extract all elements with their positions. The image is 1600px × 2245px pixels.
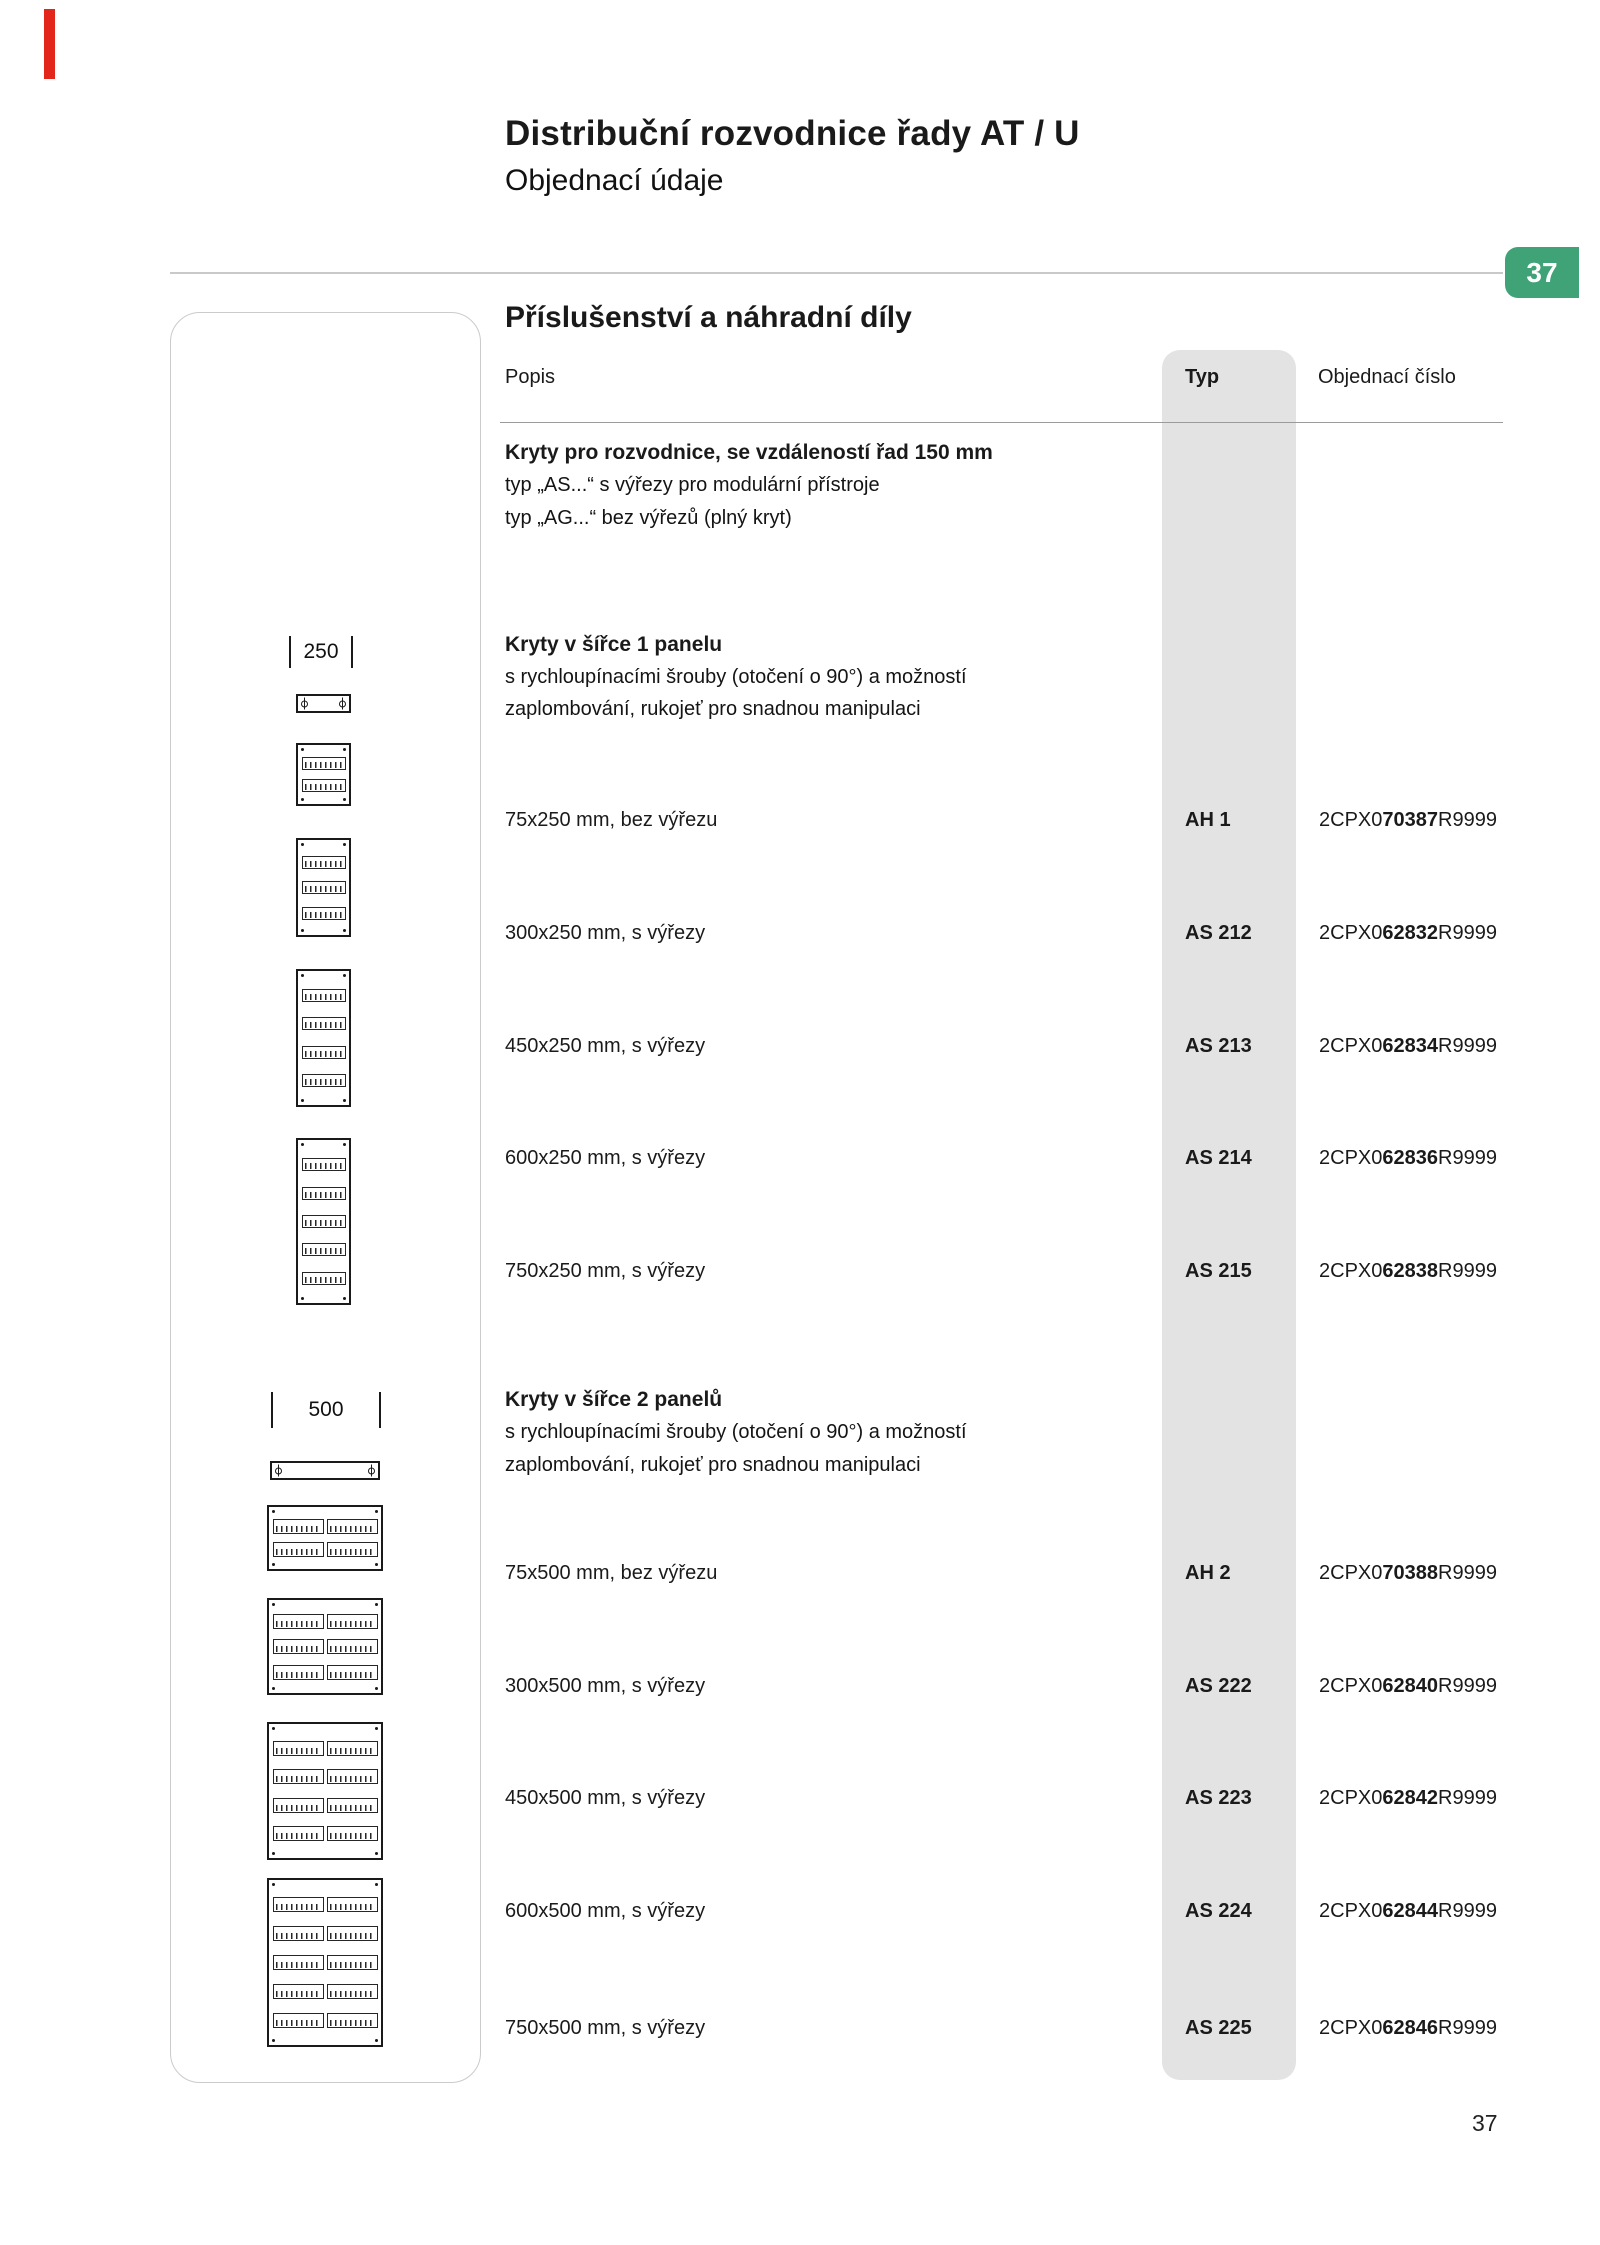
red-print-mark bbox=[44, 9, 55, 79]
group-subline: s rychloupínacími šrouby (otočení o 90°) a možností bbox=[505, 1421, 967, 1443]
din-slot bbox=[302, 856, 346, 869]
screw-icon bbox=[301, 1099, 304, 1102]
din-slot-row bbox=[269, 1897, 381, 1912]
row-order-number bbox=[1319, 1786, 1497, 1810]
din-slot bbox=[273, 2013, 324, 2028]
screw-icon bbox=[343, 1143, 346, 1146]
row-popis: 75x500 mm, bez výřezu bbox=[505, 1562, 718, 1584]
din-slot bbox=[327, 1614, 378, 1629]
row-order-number bbox=[1319, 1034, 1497, 1058]
din-slot-row bbox=[298, 1272, 349, 1285]
row-popis: 600x250 mm, s výřezy bbox=[505, 1147, 706, 1169]
order-core: 62832 bbox=[1382, 922, 1438, 944]
order-core: 62846 bbox=[1382, 2017, 1438, 2039]
din-slot bbox=[302, 1187, 346, 1200]
screw-icon bbox=[368, 1467, 375, 1474]
din-slot bbox=[302, 1074, 346, 1087]
screw-icon bbox=[375, 1510, 378, 1513]
din-slot bbox=[327, 1741, 378, 1756]
row-typ: AS 214 bbox=[1185, 1147, 1252, 1169]
screw-icon bbox=[272, 1852, 275, 1855]
din-slot bbox=[327, 1798, 378, 1813]
din-slot-row bbox=[298, 1158, 349, 1171]
din-slot-row bbox=[269, 2013, 381, 2028]
row-popis: 600x500 mm, s výřezy bbox=[505, 1900, 706, 1922]
din-slot bbox=[273, 1826, 324, 1841]
din-slot bbox=[302, 1017, 346, 1030]
din-slot-row bbox=[269, 1769, 381, 1784]
din-slot bbox=[273, 1741, 324, 1756]
row-popis: 450x500 mm, s výřezy bbox=[505, 1787, 706, 1809]
screw-icon bbox=[343, 929, 346, 932]
din-slot bbox=[302, 1158, 346, 1171]
din-slot bbox=[302, 907, 346, 920]
screw-icon bbox=[343, 798, 346, 801]
column-header-objednaci-cislo: Objednací číslo bbox=[1318, 366, 1456, 388]
order-core: 62834 bbox=[1382, 1035, 1438, 1057]
screw-icon bbox=[272, 1727, 275, 1730]
group-heading-2-panels: Kryty v šířce 2 panelů bbox=[505, 1388, 723, 1411]
screw-icon bbox=[375, 1727, 378, 1730]
row-order-number bbox=[1319, 808, 1497, 832]
screw-icon bbox=[375, 1852, 378, 1855]
din-slot bbox=[302, 1243, 346, 1256]
din-slot bbox=[273, 1769, 324, 1784]
din-slot-row bbox=[298, 1046, 349, 1059]
group-subline: s rychloupínacími šrouby (otočení o 90°) a možností bbox=[505, 666, 967, 688]
row-typ: AH 1 bbox=[1185, 809, 1231, 831]
order-core: 70388 bbox=[1382, 1562, 1438, 1584]
order-prefix: 2CPX0 bbox=[1319, 1900, 1383, 1922]
row-order-number bbox=[1319, 1899, 1497, 1923]
row-popis: 300x500 mm, s výřezy bbox=[505, 1675, 706, 1697]
screw-icon bbox=[301, 798, 304, 801]
order-core: 62842 bbox=[1382, 1787, 1438, 1809]
din-slot-row bbox=[269, 1926, 381, 1941]
group-subline: zaplombování, rukojeť pro snadnou manipulaci bbox=[505, 698, 921, 720]
order-suffix: R9999 bbox=[1438, 1562, 1497, 1584]
order-prefix: 2CPX0 bbox=[1319, 1675, 1383, 1697]
cover-drawing-4-rows-wide bbox=[267, 1722, 383, 1860]
screw-icon bbox=[301, 843, 304, 846]
order-suffix: R9999 bbox=[1438, 2017, 1497, 2039]
din-slot bbox=[273, 1897, 324, 1912]
din-slot bbox=[302, 989, 346, 1002]
dimension-tick bbox=[379, 1392, 381, 1428]
screw-icon bbox=[301, 929, 304, 932]
din-slot-row bbox=[298, 856, 349, 869]
typ-column-band bbox=[1162, 350, 1296, 2080]
header-divider bbox=[170, 272, 1503, 274]
row-typ: AS 225 bbox=[1185, 2017, 1252, 2039]
din-slot bbox=[273, 1614, 324, 1629]
din-slot bbox=[327, 1926, 378, 1941]
screw-icon bbox=[375, 1883, 378, 1886]
row-typ: AS 224 bbox=[1185, 1900, 1252, 1922]
page-number: 37 bbox=[1472, 2110, 1498, 2136]
order-prefix: 2CPX0 bbox=[1319, 922, 1383, 944]
row-typ: AS 215 bbox=[1185, 1260, 1252, 1282]
order-suffix: R9999 bbox=[1438, 922, 1497, 944]
screw-icon bbox=[272, 1883, 275, 1886]
din-slot bbox=[273, 1955, 324, 1970]
dimension-tick bbox=[271, 1392, 273, 1428]
din-slot-row bbox=[298, 989, 349, 1002]
din-slot-row bbox=[269, 1955, 381, 1970]
order-suffix: R9999 bbox=[1438, 809, 1497, 831]
din-slot-row bbox=[298, 907, 349, 920]
order-prefix: 2CPX0 bbox=[1319, 1260, 1383, 1282]
order-suffix: R9999 bbox=[1438, 1900, 1497, 1922]
order-prefix: 2CPX0 bbox=[1319, 1562, 1383, 1584]
screw-icon bbox=[301, 700, 308, 707]
screw-icon bbox=[375, 1603, 378, 1606]
row-typ: AS 222 bbox=[1185, 1675, 1252, 1697]
screw-icon bbox=[375, 1563, 378, 1566]
document-subtitle: Objednací údaje bbox=[505, 164, 724, 197]
screw-icon bbox=[301, 748, 304, 751]
screw-icon bbox=[339, 700, 346, 707]
din-slot-row bbox=[298, 1243, 349, 1256]
order-prefix: 2CPX0 bbox=[1319, 1147, 1383, 1169]
din-slot bbox=[273, 1798, 324, 1813]
cover-drawing-3-rows-wide bbox=[267, 1598, 383, 1695]
cover-drawing-4-rows bbox=[296, 969, 351, 1107]
cover-drawing-2-rows-wide bbox=[267, 1505, 383, 1571]
group-subline: typ „AG...“ bez výřezů (plný kryt) bbox=[505, 507, 792, 529]
dimension-label: 500 bbox=[308, 1398, 344, 1421]
din-slot bbox=[327, 2013, 378, 2028]
screw-icon bbox=[375, 2039, 378, 2042]
screw-icon bbox=[343, 1099, 346, 1102]
screw-icon bbox=[343, 1297, 346, 1300]
order-suffix: R9999 bbox=[1438, 1147, 1497, 1169]
screw-icon bbox=[343, 974, 346, 977]
din-slot-row bbox=[298, 1187, 349, 1200]
cover-drawing-ah1-flat bbox=[296, 694, 351, 713]
din-slot bbox=[302, 1272, 346, 1285]
din-slot-row bbox=[269, 1665, 381, 1680]
screw-icon bbox=[301, 974, 304, 977]
order-core: 62836 bbox=[1382, 1147, 1438, 1169]
din-slot bbox=[273, 1639, 324, 1654]
row-typ: AH 2 bbox=[1185, 1562, 1231, 1584]
din-slot-row bbox=[269, 1614, 381, 1629]
screw-icon bbox=[272, 2039, 275, 2042]
din-slot-row bbox=[298, 1074, 349, 1087]
din-slot-row bbox=[298, 1017, 349, 1030]
screw-icon bbox=[272, 1510, 275, 1513]
din-slot-row bbox=[298, 779, 349, 792]
din-slot bbox=[327, 1826, 378, 1841]
row-popis: 450x250 mm, s výřezy bbox=[505, 1035, 706, 1057]
din-slot bbox=[327, 1665, 378, 1680]
row-typ: AS 213 bbox=[1185, 1035, 1252, 1057]
order-core: 62840 bbox=[1382, 1675, 1438, 1697]
din-slot bbox=[273, 1542, 324, 1557]
din-slot bbox=[327, 1542, 378, 1557]
row-popis: 300x250 mm, s výřezy bbox=[505, 922, 706, 944]
din-slot bbox=[273, 1984, 324, 1999]
din-slot bbox=[302, 757, 346, 770]
screw-icon bbox=[375, 1687, 378, 1690]
order-core: 70387 bbox=[1382, 809, 1438, 831]
row-popis: 750x500 mm, s výřezy bbox=[505, 2017, 706, 2039]
cover-drawing-ah2-flat bbox=[270, 1461, 380, 1480]
screw-icon bbox=[275, 1467, 282, 1474]
screw-icon bbox=[301, 1143, 304, 1146]
din-slot-row bbox=[298, 1215, 349, 1228]
row-order-number bbox=[1319, 921, 1497, 945]
group-heading-kryty: Kryty pro rozvodnice, se vzdáleností řad 150 mm bbox=[505, 441, 993, 464]
din-slot-row bbox=[298, 757, 349, 770]
cover-drawing-5-rows-wide bbox=[267, 1878, 383, 2047]
din-slot bbox=[302, 881, 346, 894]
page-tab-badge bbox=[1505, 247, 1579, 298]
din-slot bbox=[327, 1519, 378, 1534]
row-order-number bbox=[1319, 1674, 1497, 1698]
din-slot bbox=[273, 1926, 324, 1941]
dimension-label: 250 bbox=[303, 640, 339, 663]
din-slot-row bbox=[269, 1826, 381, 1841]
row-order-number bbox=[1319, 1259, 1497, 1283]
screw-icon bbox=[301, 1297, 304, 1300]
screw-icon bbox=[272, 1603, 275, 1606]
row-popis: 750x250 mm, s výřezy bbox=[505, 1260, 706, 1282]
order-suffix: R9999 bbox=[1438, 1787, 1497, 1809]
row-order-number bbox=[1319, 1561, 1497, 1585]
row-typ: AS 223 bbox=[1185, 1787, 1252, 1809]
screw-icon bbox=[343, 748, 346, 751]
cover-drawing-5-rows bbox=[296, 1138, 351, 1305]
screw-icon bbox=[272, 1687, 275, 1690]
din-slot-row bbox=[269, 1639, 381, 1654]
order-suffix: R9999 bbox=[1438, 1035, 1497, 1057]
row-popis: 75x250 mm, bez výřezu bbox=[505, 809, 718, 831]
row-typ: AS 212 bbox=[1185, 922, 1252, 944]
din-slot-row bbox=[269, 1798, 381, 1813]
group-heading-1-panel: Kryty v šířce 1 panelu bbox=[505, 633, 723, 656]
screw-icon bbox=[343, 843, 346, 846]
din-slot bbox=[273, 1519, 324, 1534]
group-subline: zaplombování, rukojeť pro snadnou manipulaci bbox=[505, 1454, 921, 1476]
section-title: Příslušenství a náhradní díly bbox=[505, 301, 912, 334]
din-slot bbox=[302, 779, 346, 792]
dimension-tick bbox=[289, 636, 291, 668]
dimension-marker-250 bbox=[289, 636, 353, 668]
order-core: 62838 bbox=[1382, 1260, 1438, 1282]
din-slot bbox=[327, 1897, 378, 1912]
din-slot bbox=[273, 1665, 324, 1680]
din-slot bbox=[327, 1639, 378, 1654]
order-prefix: 2CPX0 bbox=[1319, 1035, 1383, 1057]
order-suffix: R9999 bbox=[1438, 1675, 1497, 1697]
din-slot bbox=[327, 1769, 378, 1784]
din-slot-row bbox=[269, 1519, 381, 1534]
row-order-number bbox=[1319, 2016, 1497, 2040]
din-slot bbox=[327, 1984, 378, 1999]
din-slot-row bbox=[298, 881, 349, 894]
row-order-number bbox=[1319, 1146, 1497, 1170]
order-prefix: 2CPX0 bbox=[1319, 809, 1383, 831]
dimension-marker-500 bbox=[271, 1392, 381, 1428]
din-slot-row bbox=[269, 1542, 381, 1557]
order-prefix: 2CPX0 bbox=[1319, 2017, 1383, 2039]
order-suffix: R9999 bbox=[1438, 1260, 1497, 1282]
screw-icon bbox=[272, 1563, 275, 1566]
cover-drawing-3-rows bbox=[296, 838, 351, 937]
din-slot bbox=[302, 1046, 346, 1059]
din-slot bbox=[327, 1955, 378, 1970]
din-slot-row bbox=[269, 1984, 381, 1999]
group-subline: typ „AS...“ s výřezy pro modulární přístroje bbox=[505, 474, 880, 496]
column-header-popis: Popis bbox=[505, 366, 556, 388]
dimension-tick bbox=[351, 636, 353, 668]
order-prefix: 2CPX0 bbox=[1319, 1787, 1383, 1809]
order-core: 62844 bbox=[1382, 1900, 1438, 1922]
din-slot-row bbox=[269, 1741, 381, 1756]
column-header-typ: Typ bbox=[1185, 366, 1220, 388]
document-title: Distribuční rozvodnice řady AT / U bbox=[505, 114, 1080, 153]
cover-drawing-2-rows bbox=[296, 743, 351, 806]
table-header-divider bbox=[500, 422, 1503, 423]
page-tab-number: 37 bbox=[1526, 256, 1558, 288]
din-slot bbox=[302, 1215, 346, 1228]
